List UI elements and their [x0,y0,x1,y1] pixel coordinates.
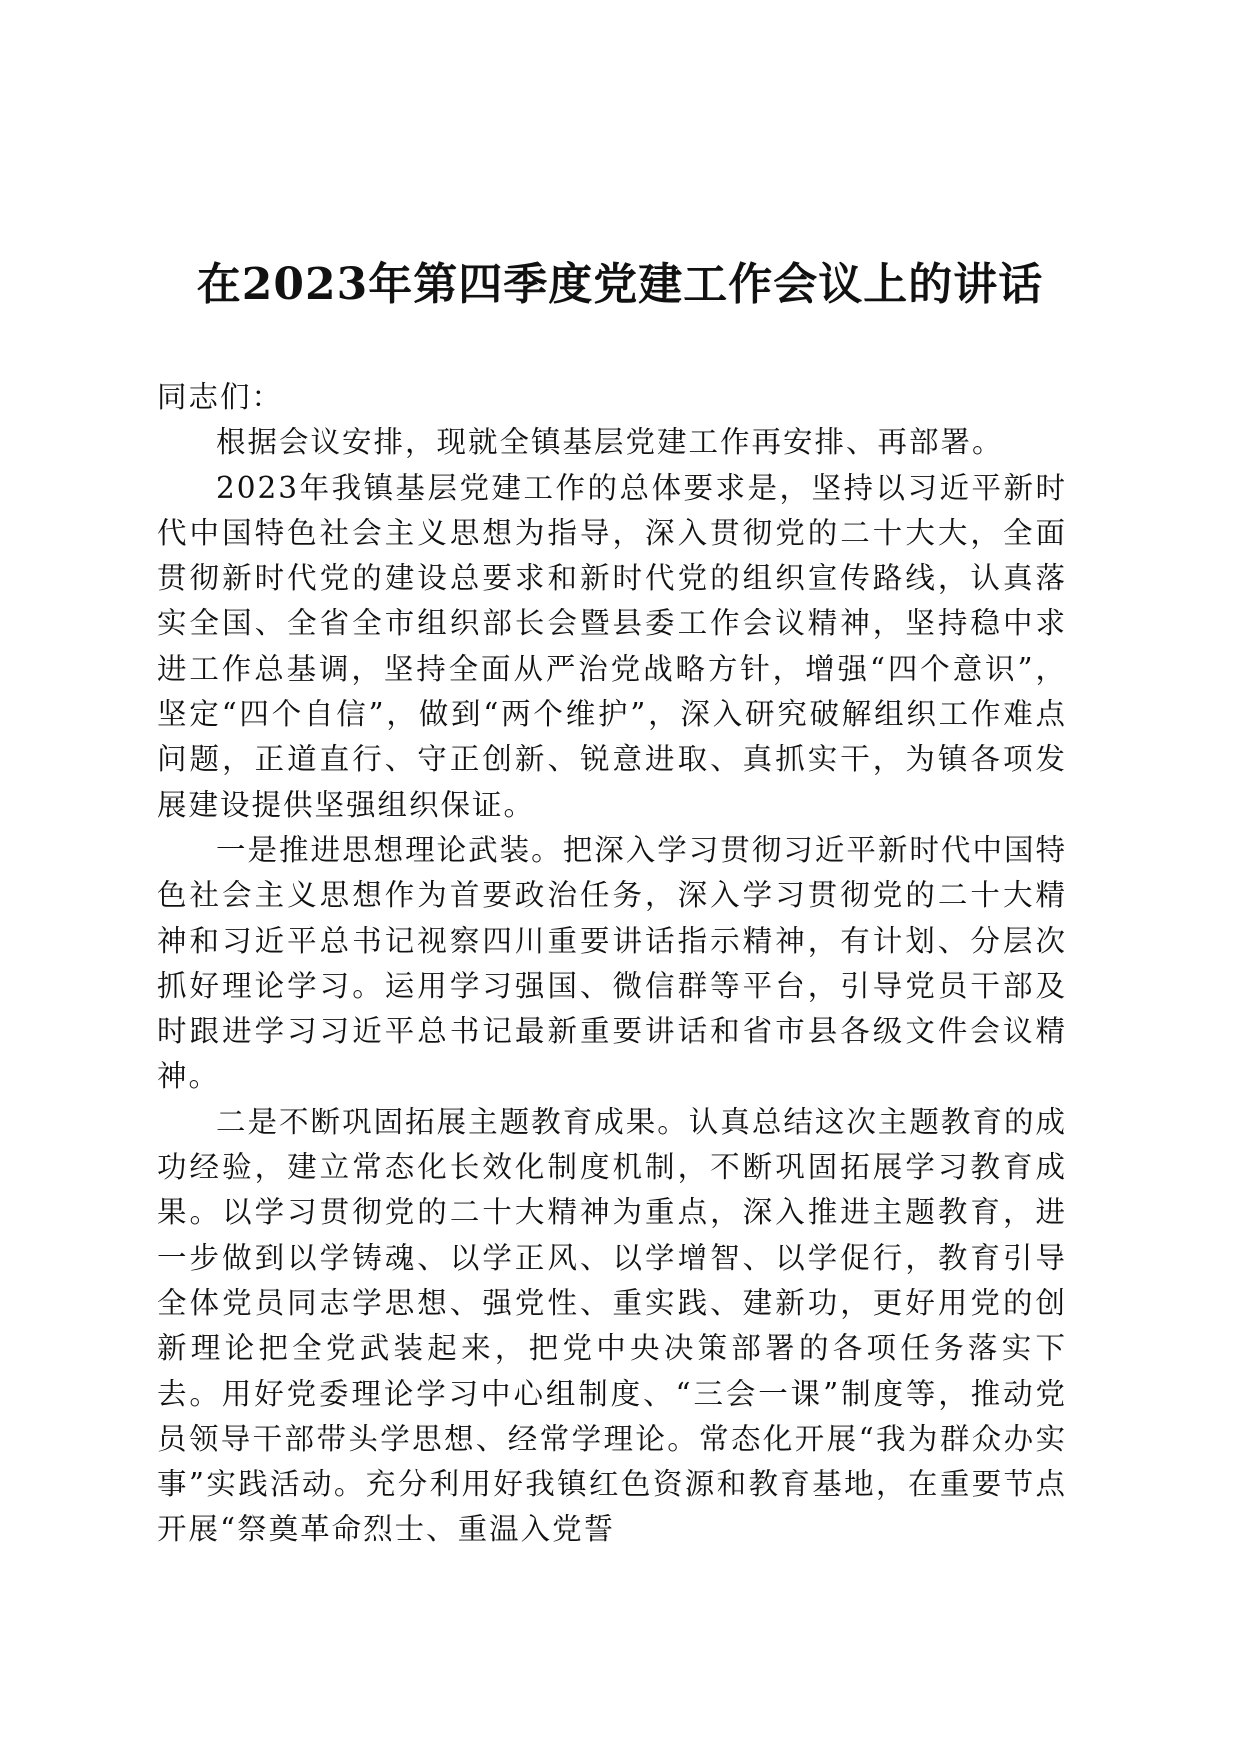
paragraph-theory-armament: 一是推进思想理论武装。把深入学习贯彻习近平新时代中国特色社会主义思想作为首要政治任务，深入学习贯彻党的二十大精神和习近平总书记视察四川重要讲话指示精神，有计划、分层次抓好理论学习。运用学习强国、微信群等平台，引导党员干部及时跟进学习习近平总书记最新重要讲话和省市县各级文件会议精神。 [157,832,1067,1094]
salutation: 同志们： [157,380,284,414]
paragraph-overall-requirements: 2023年我镇基层党建工作的总体要求是，坚持以习近平新时代中国特色社会主义思想为指导，深入贯彻党的二十大大，全面贯彻新时代党的建设总要求和新时代党的组织宣传路线，认真落实全国、全省全市组织部长会暨县委工作会议精神，坚持稳中求进工作总基调，坚持全面从严治党战略方针，增强“四个意识”，坚定“四个自信”，做到“两个维护”，深入研究破解组织工作难点问题，正道直行、守正创新、锐意进取、真抓实干，为镇各项发展建设提供坚强组织保证。 [157,470,1067,822]
paragraph-arrangement: 根据会议安排，现就全镇基层党建工作再安排、再部署。 [216,425,1004,460]
paragraph-theme-education: 二是不断巩固拓展主题教育成果。认真总结这次主题教育的成功经验，建立常态化长效化制度机制，不断巩固拓展学习教育成果。以学习贯彻党的二十大精神为重点，深入推进主题教育，进一步做到以学铸魂、以学正风、以学增智、以学促行，教育引导全体党员同志学思想、强党性、重实践、建新功，更好用党的创新理论把全党武装起来，把党中央决策部署的各项任务落实下去。用好党委理论学习中心组制度、“三会一课”制度等，推动党员领导干部带头学思想、经常学理论。常态化开展“我为群众办实事”实践活动。充分利用好我镇红色资源和教育基地，在重要节点开展“祭奠革命烈士、重温入党誓 [157,1104,1067,1547]
document-body [157,375,1067,1553]
document-title: 在2023年第四季度党建工作会议上的讲话 [196,259,1044,310]
